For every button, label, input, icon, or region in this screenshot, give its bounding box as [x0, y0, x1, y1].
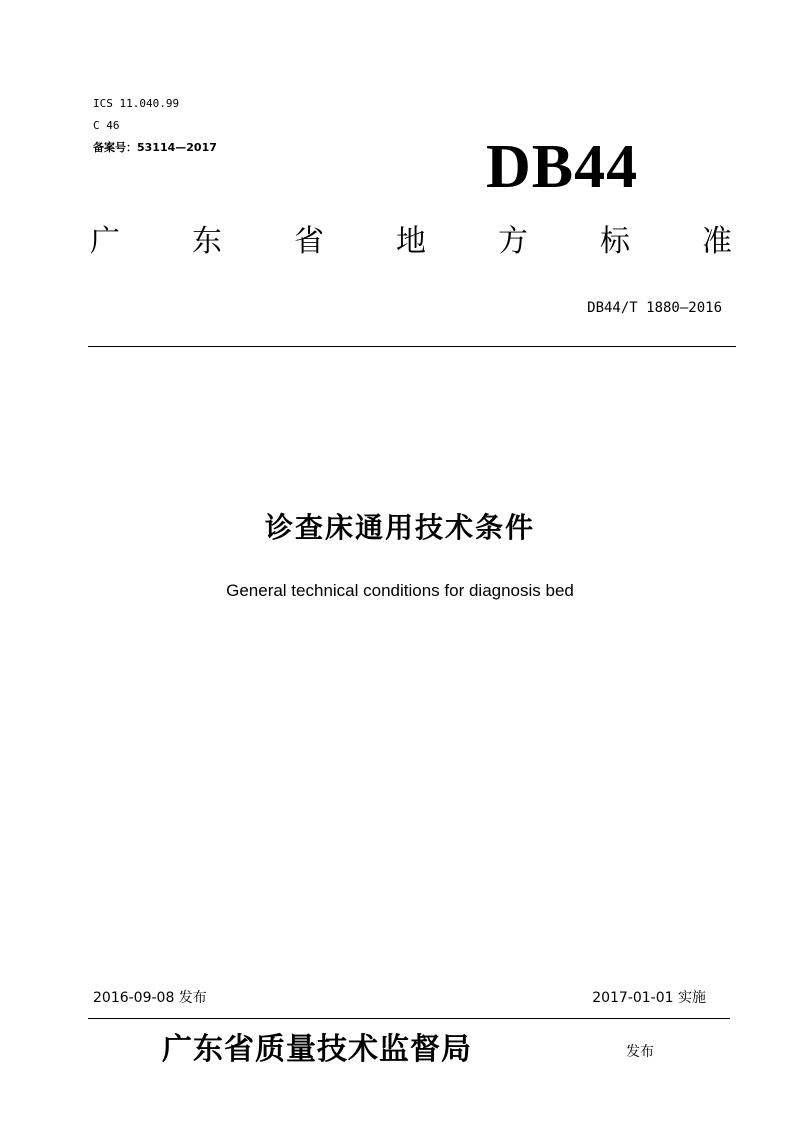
standard-type-char: 标: [600, 224, 630, 259]
standard-type-heading: [90, 220, 732, 264]
standard-type-char: 东: [192, 224, 222, 259]
top-divider: [88, 346, 736, 347]
ics-code: ICS 11.040.99: [93, 97, 180, 110]
issue-date: 2016-09-08 发布: [93, 990, 207, 1006]
standard-type-char: 广: [90, 224, 120, 259]
ccs-code: C 46: [93, 119, 120, 132]
document-title-cn: 诊查床通用技术条件: [264, 511, 535, 544]
filing-number: 备案号：53114—2017: [93, 141, 217, 154]
standard-code-logo: DB44: [486, 133, 639, 201]
bottom-divider: [88, 1018, 730, 1019]
standard-number: DB44/T 1880—2016: [587, 300, 722, 316]
standard-type-char: 方: [498, 224, 528, 259]
standard-type-char: 准: [702, 224, 732, 259]
standard-type-char: 省: [294, 224, 324, 259]
effective-date: 2017-01-01 实施: [592, 990, 706, 1006]
issuer-suffix: 发布: [626, 1044, 654, 1060]
issuing-authority: 广东省质量技术监督局: [162, 1032, 472, 1067]
document-title-en: General technical conditions for diagnosis bed: [226, 581, 574, 600]
standard-type-char: 地: [396, 224, 426, 259]
